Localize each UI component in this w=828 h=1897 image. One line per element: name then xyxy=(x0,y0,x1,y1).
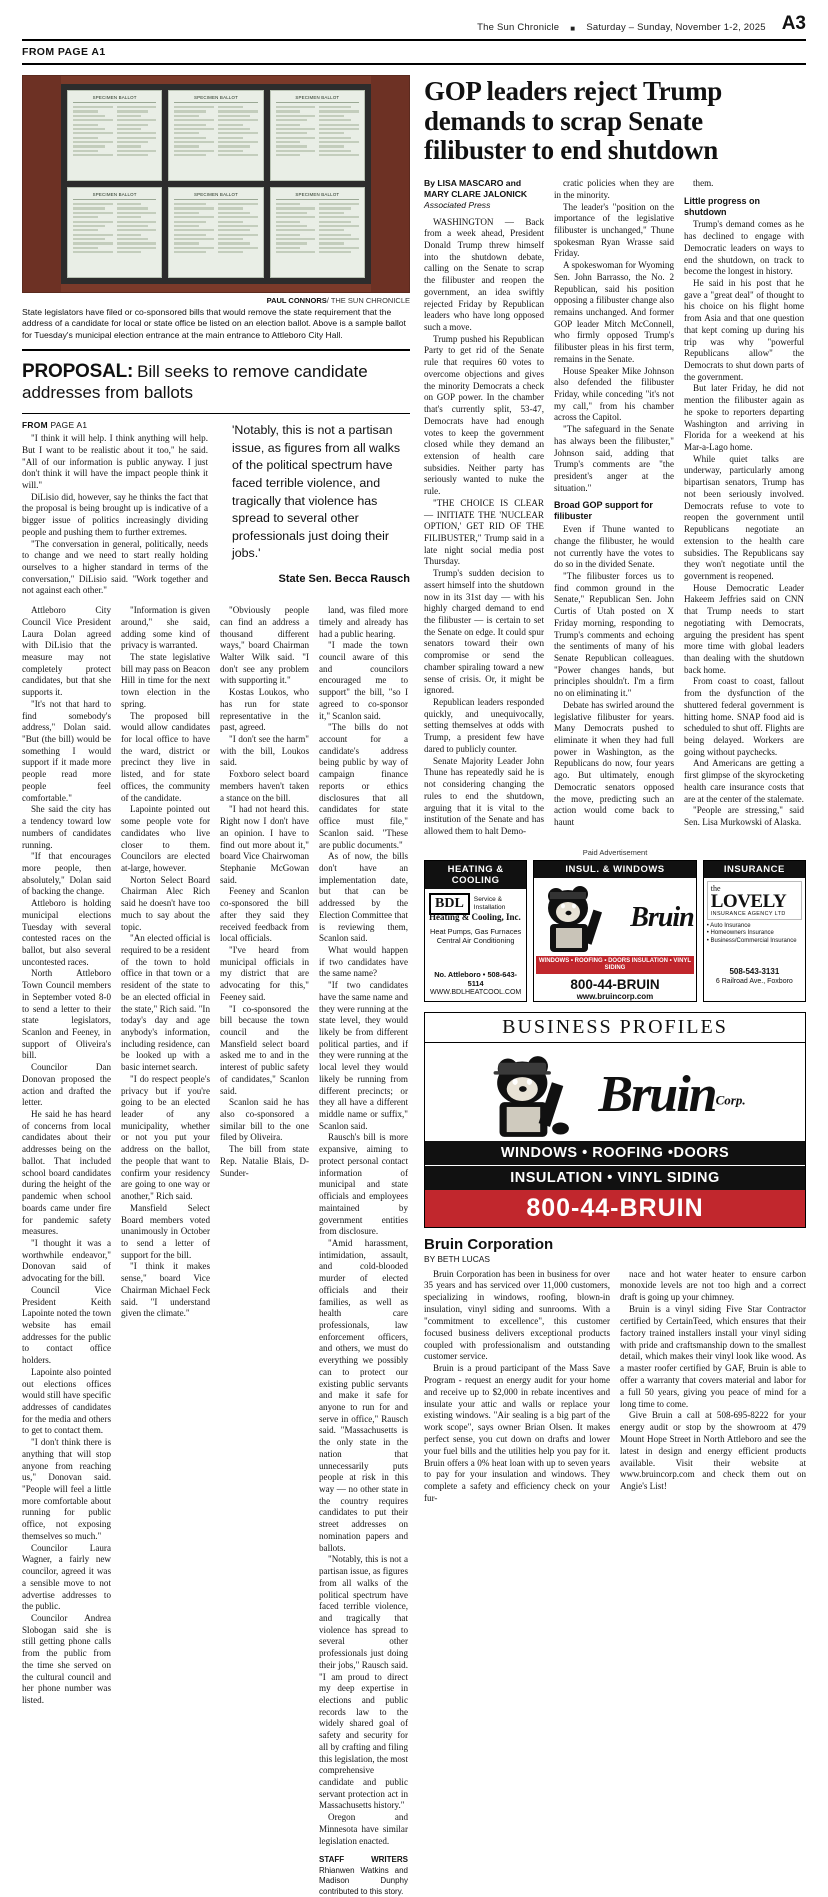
specimen-ballot xyxy=(270,90,365,181)
paragraph: Kostas Loukos, who has run for state representative in the past, agreed. xyxy=(220,687,309,733)
ad-row xyxy=(424,860,806,1002)
paragraph: Senate Majority Leader John Thune has repeatedly said he is not considering changing the rules to end the shutdown, arguing that it is vital to the institution of the Senate and has allowed them to halt Demo- xyxy=(424,755,544,836)
paragraph: "Notably, this is not a partisan issue, as figures from all walks of the political spectrum have faced terrible violence, and tragically that violence has spread to several other professionals just doing their jobs," Rausch said. "I am proud to direct my deep expertise in elections and public records law to the widely shared goal of safety and security for all by crafting and filing this legislation, the most comprehensive candidate and public servant protection act in Massachusetts history." xyxy=(319,1554,408,1811)
paragraph: Rausch's bill is more expansive, aiming to protect personal contact information of municipal and state officials and employees maintained by government entities from disclosure. xyxy=(319,1132,408,1237)
bruin-services-line-2: INSULATION • VINYL SIDING xyxy=(425,1165,805,1190)
paragraph: "Information is given around," she said, adding some kind of privacy is warranted. xyxy=(121,605,210,651)
photo-wall-left xyxy=(23,76,61,292)
bruin-services-bar: WINDOWS • ROOFING • DOORS INSULATION • VINYL SIDING xyxy=(536,956,694,974)
ballot-title: SPECIMEN BALLOT xyxy=(73,192,156,200)
paragraph: "The bills do not account for a candidate's address being public by way of campaign finance reports or ethics disclosures that all candidates for state office must file," Scanlon said. "These are public documents." xyxy=(319,722,408,850)
photo-credit-source: / THE SUN CHRONICLE xyxy=(326,296,410,305)
business-profile-byline: BY BETH LUCAS xyxy=(424,1253,490,1264)
ballot-title: SPECIMEN BALLOT xyxy=(276,95,359,103)
paragraph: "Obviously people can find an address a thousand different ways," board Chairman Walter Wilk said. "I don't see any problem with supporting it." xyxy=(220,605,309,686)
gop-col-2-text-rest xyxy=(554,524,674,829)
paragraph: Trump's sudden decision to assert himself into the shutdown now in its 31st day — with his highly charged demand to end the filibuster — is certain to set the Senate on edge. It could spur senators toward their own compromise or send the chamber spiraling toward a new sense of crisis. Or, it might be ignored. xyxy=(424,568,544,696)
photo-credit xyxy=(22,293,410,307)
paragraph: "Amid harassment, intimidation, assault, and cold-blooded murder of elected officials and their families, as well as health care professionals, law enforcement officers, and others, we must do everything we possibly can to protect our existing public servants and make it safe for anyone to run for and serve in office," Rausch said. "Massachusetts is the only state in the nation that unnecessarily puts people at risk in this way — no other state in the country requires candidates to put their street addresses on nomination papers and ballots. xyxy=(319,1237,408,1553)
paragraph: Lapointe also pointed out elections offices would still have specific addresses of candidates for the media and others to get to contact them. xyxy=(22,1366,111,1436)
paragraph: What would happen if two candidates have the same name? xyxy=(319,944,408,979)
paragraph: land, was filed more timely and already has had a public hearing. xyxy=(319,605,408,639)
paragraph: A spokeswoman for Wyoming Sen. John Barrasso, the No. 2 Republican, said his position opposing a filibuster change also remains unchanged. And former GOP leader Mitch McConnell, who firmly opposed Trump's filibuster pleas in his first term, remains in the Senate. xyxy=(554,260,674,364)
paragraph: "The conversation in general, politically, needs to change and we need to start really holding ourselves to a higher standard in terms of the conversation," DiLisio said. "Work together and not against each other." xyxy=(22,538,208,596)
paragraph: "THE CHOICE IS CLEAR — INITIATE THE 'NUCLEAR OPTION,' GET RID OF THE FILIBUSTER," Trump said in a late night social media post Thursday. xyxy=(424,497,544,567)
paragraph: The leader's "position on the importance of the legislative filibuster is unchanged," Thune spokesman Ryan Wrasse said Friday. xyxy=(554,201,674,259)
paragraph: Councilor Laura Wagner, a fairly new councilor, agreed it was a sensible move to not advertise addresses to the public. xyxy=(22,1542,111,1612)
business-profile-body xyxy=(424,1269,806,1505)
proposal-top-row xyxy=(22,420,410,597)
bear-mascot-icon xyxy=(484,1049,594,1141)
business-profiles-banner: BUSINESS PROFILES xyxy=(424,1012,806,1042)
paragraph: He said in his post that he gave a "great deal" of thought to his choice on his flight home from Asia and that one question that kept coming up during his trip was why "powerful Republicans allow" the Democrats to shut down parts of the government. xyxy=(684,277,804,382)
proposal-kicker: PROPOSAL: xyxy=(22,361,134,383)
paragraph: Even if Thune wanted to change the filibuster, he would not currently have the votes to do so in the divided Senate. xyxy=(554,524,674,570)
paragraph: Mansfield Select Board members voted unanimously in October to send a letter of support for the bill. xyxy=(121,1202,210,1260)
paragraph: Oregon and Minnesota have similar legislation enacted. xyxy=(319,1812,408,1846)
paragraph: Councilor Dan Donovan proposed the action and drafted the letter. xyxy=(22,1062,111,1108)
paragraph: Councilor Andrea Slobogan said she is still getting phone calls from the public from the time she served on the cultural council and her phone number was listed. xyxy=(22,1612,111,1705)
photo-caption: State legislators have filed or co-sponsored bills that would remove the state requirement that the address of a candidate for local or state office be listed on an election ballot. Above is a sample ballot for Tuesday's municipal election entrance at the main entrance to Attleboro City Hall. xyxy=(22,307,406,340)
ad-heading: HEATING & COOLING xyxy=(425,861,526,889)
paragraph: Bruin Corporation has been in business for over 35 years and has serviced over 11,000 customers, specializing in windows, roofing, blown-in insulation, vinyl siding and sunrooms. With a "commitment to excellence", this customer focused business delivers exceptional products coupled with professionalism and outstanding customer service. xyxy=(424,1268,610,1362)
photo-block xyxy=(22,75,410,351)
proposal-body-grid xyxy=(22,605,410,1897)
ballot-title: SPECIMEN BALLOT xyxy=(73,95,156,103)
paragraph: From coast to coast, fallout from the dysfunction of the shuttered federal government is hitting home. SNAP food aid is scheduled to shut off. Flights are being delayed. Workers are going without paychecks. xyxy=(684,676,804,757)
staff-writers-note xyxy=(319,1855,408,1897)
right-column xyxy=(424,75,806,1897)
bruin-corp-suffix: Corp. xyxy=(715,1092,746,1108)
gop-byline-names: By LISA MASCARO and MARY CLARE JALONICK xyxy=(424,178,528,200)
paragraph: The state legislative bill may pass on Beacon Hill in time for the next town election in the spring. xyxy=(121,652,210,709)
bruin-phone[interactable]: 800-44-BRUIN xyxy=(570,977,660,993)
left-column xyxy=(22,75,410,1897)
paragraph: "I don't see the harm" with the bill, Loukos said. xyxy=(220,734,309,768)
proposal-body-col4 xyxy=(319,605,408,1897)
ad-content xyxy=(704,878,805,990)
bruin-ad-phone[interactable]: 800-44-BRUIN xyxy=(425,1190,805,1227)
specimen-ballot xyxy=(67,90,162,181)
paragraph: "I don't think there is anything that will stop anyone from reaching us," Donovan said. "People will feel a little more comfortable about running for public office, not exposing themselves so much." xyxy=(22,1437,111,1541)
gop-byline xyxy=(424,178,544,212)
photo-wall-right xyxy=(371,76,409,292)
ad-heating-cooling[interactable] xyxy=(424,860,527,1002)
paragraph: Trump's demand comes as he has declined to engage with Democratic leaders on ways to end the shutdown, on track to become the longest in history. xyxy=(684,219,804,277)
ad-content xyxy=(534,878,696,1002)
specimen-ballot xyxy=(168,187,263,278)
gop-subhead-broad-support: Broad GOP support for filibuster xyxy=(554,500,653,522)
insurance-phone[interactable]: 508-543-3131 xyxy=(729,967,780,977)
ballot-photo xyxy=(22,75,410,293)
bruin-ad-logo-block xyxy=(425,1043,805,1141)
insurance-bullet: • Business/Commercial Insurance xyxy=(706,938,797,945)
staff-label: STAFF WRITERS xyxy=(319,1855,408,1865)
paragraph: "I think it makes sense," board Vice Chairman Michael Feck said. "I understand given the climate." xyxy=(121,1261,210,1319)
paragraph: DiLisio did, however, say he thinks the fact that the proposal is being brought up is indicative of a bigger issue of politics increasingly dividing people and pushing them to further extremes. xyxy=(22,491,208,537)
paragraph: "The filibuster forces us to find common ground in the Senate," Republican Sen. John Curtis of Utah posted on X Friday morning, responding to Trump's comments and echoing the sentiments of many of his Senate Republican colleagues. "Power changes hands, but principles shouldn't. I'm a firm no on eliminating it." xyxy=(554,570,674,699)
proposal-body-a xyxy=(22,433,208,597)
paragraph: "The safeguard in the Senate has always been the filibuster," Johnson said, adding that Trump's comments are "the president's anger at the situation." xyxy=(554,424,674,493)
gop-col-3 xyxy=(684,178,804,838)
paragraph: "If that encourages more people, then absolutely," Dolan said of backing the change. xyxy=(22,851,111,897)
ad-insulation-windows[interactable] xyxy=(533,860,697,1002)
ad-tagline-1: Service & xyxy=(473,895,503,903)
paragraph: Foxboro select board members haven't taken a stance on the bill. xyxy=(220,769,309,803)
paragraph: As of now, the bills don't have an implementation date, but that can be addressed by the Election Committee that is reviewing them, Scanlon said. xyxy=(319,851,408,944)
paragraph: "I think it will help. I think anything will help. But I want to be realistic about it too," he said. "All of our information is public anyway. I just don't think it will have the impact people think it will." xyxy=(22,433,208,490)
paragraph: WASHINGTON — Back from a week ahead, President Donald Trump threw himself into the shutdown debate, calling on the Senate to scrap the filibuster and reopen the government, an idea swiftly rejected Friday by Republican leaders who have long opposed such a move. xyxy=(424,216,544,333)
from-label-bold: FROM xyxy=(22,420,48,431)
from-page-label xyxy=(22,420,208,430)
ad-service-line-2: Central Air Conditioning xyxy=(436,936,515,946)
bdl-logo-sub: Heating & Cooling, Inc. xyxy=(429,911,521,922)
paragraph: Lapointe pointed out some people vote for candidates who live closer to them. Councilors are elected at-large, however. xyxy=(121,804,210,873)
pullquote-block xyxy=(222,420,410,597)
paragraph: Give Bruin a call at 508-695-8222 for your energy audit or stop by the showroom at 479 Mount Hope Street in North Attleboro and see the latest in design and energy efficient products available. Visit their website at www.bruincorp.com and check them out on Angie's List! xyxy=(620,1410,806,1492)
insurance-address: 6 Railroad Ave., Foxboro xyxy=(715,977,793,985)
paid-advertisement-label: Paid Advertisement xyxy=(582,847,648,857)
gop-col-1-text xyxy=(424,217,544,838)
staff-text: Rhianwen Watkins and Madison Dunphy contributed to this story. xyxy=(319,1865,408,1896)
gop-subhead-little-progress: Little progress on shutdown xyxy=(684,195,761,217)
gop-col-2-text xyxy=(554,178,674,494)
paragraph: He said he has heard of concerns from local candidates about their addresses being on the ballot. That included school board candidates during the height of the pandemic when school boards came under fire for pandemic safety measures. xyxy=(22,1109,111,1237)
gop-col-3-text-rest xyxy=(684,219,804,828)
publication-date: Saturday – Sunday, November 1-2, 2025 xyxy=(586,22,766,33)
ballot-title: SPECIMEN BALLOT xyxy=(174,95,257,103)
gop-headline: GOP leaders reject Trump demands to scrap Senate filibuster to end shutdown xyxy=(424,76,722,166)
bruin-brand: Bruin xyxy=(630,901,694,933)
business-profile-title: Bruin Corporation xyxy=(424,1235,554,1253)
paragraph: "An elected official is required to be a resident of the town to hold office in that town or a resident of the state to be an elected official in the state," Rich said. "In today's day and age anybody's information, including residence, can be looked up with a basic internet search. xyxy=(121,933,210,1073)
lovely-brand-pre: the xyxy=(710,883,721,893)
ballot-title: SPECIMEN BALLOT xyxy=(174,192,257,200)
lovely-brand-sub: INSURANCE AGENCY LTD xyxy=(710,910,786,917)
paragraph: Attleboro is holding municipal elections Tuesday with several contested races on the ballot, but also several uncontested races. xyxy=(22,898,111,967)
paragraph: "If two candidates have the same name and they were running at the state level, they would likely be from different political parties, and if they were running at the local level they would likely be running from different precincts; or they all have a different middle name or suffix," Scanlon said. xyxy=(319,980,408,1131)
paragraph: Bruin is a proud participant of the Mass Save Program - request an energy audit for your home and receive up to $2,000 in rebate incentives and insulate your attic and walls or replace your existing windows. "Air sealing is a big part of the work scope", says owner Brian Olsen. It makes perfect sense, you cut down on drafts and lower your fuel bills and the utilities help you pay for it. Bruin offers a 0% heat loan with up to seven years to pay for your insulation and windows. They complete a safety and efficiency check on your fur- xyxy=(424,1363,610,1504)
bp-col-2 xyxy=(620,1269,806,1505)
bp-col-1 xyxy=(424,1269,610,1505)
gop-byline-org: Associated Press xyxy=(424,200,491,211)
paragraph: nace and hot water heater to ensure carbon monoxide levels are not too high and a correct draft is going up your chimney. xyxy=(620,1268,806,1303)
paragraph: "People are stressing," said Sen. Lisa Murkowski of Alaska. xyxy=(684,805,804,828)
specimen-ballot xyxy=(168,90,263,181)
ad-service-line-1: Heat Pumps, Gas Furnaces xyxy=(430,926,522,936)
proposal-body-col3 xyxy=(220,605,309,1897)
page-columns xyxy=(0,65,828,1897)
masthead-separator-icon: ■ xyxy=(570,24,576,33)
proposal-headline xyxy=(22,351,410,411)
ballot-title: SPECIMEN BALLOT xyxy=(276,192,359,200)
proposal-col-a xyxy=(22,420,208,597)
specimen-ballot xyxy=(270,187,365,278)
insurance-bullet: • Auto Insurance xyxy=(706,922,751,929)
pullquote-attribution: State Sen. Becca Rausch xyxy=(278,572,410,585)
bruin-brand: Bruin xyxy=(598,1065,716,1123)
gop-col-2 xyxy=(554,178,674,838)
proposal-rule xyxy=(22,413,410,414)
paragraph: cratic policies when they are in the minority. xyxy=(554,178,674,200)
photo-window-glass xyxy=(61,84,371,284)
ad-heading: INSURANCE xyxy=(704,861,805,878)
gop-col-1 xyxy=(424,178,544,838)
paragraph: House Democratic Leader Hakeem Jeffries said on CNN that Trump needs to start negotiating with Democrats, arguing the president has spent more time with global leaders than dealing with the shutdown back home. xyxy=(684,582,804,675)
paragraph: Attleboro City Council Vice President Laura Dolan agreed with DiLisio that the measure may not completely protect candidates, but that she supports it. xyxy=(22,605,111,698)
paragraph: Scanlon said he has also co-sponsored a similar bill to the one filed by Oliveira. xyxy=(220,1097,309,1143)
paragraph: "I co-sponsored the bill because the town council and the Mansfield select board asked me to and in the interest of public safety of candidates," Scanlon said. xyxy=(220,1003,309,1096)
paragraph: "I made the town council aware of this and councilors encouraged me to support" the bill, "so I agreed to co-sponsor it," Scanlon said. xyxy=(319,640,408,721)
photo-credit-name: PAUL CONNORS xyxy=(266,296,327,305)
proposal-subhead: Bill seeks to remove candidate addresses from ballots xyxy=(22,362,368,403)
ad-heading: INSUL. & WINDOWS xyxy=(534,861,696,878)
paragraph: But later Friday, he did not mention the filibuster again as he spoke to reporters departing Washington and arriving in Florida for a weekend at his Mar-a-Lago home. xyxy=(684,383,804,453)
paragraph: The proposed bill would allow candidates for local office to have the ward, district or precinct they live in listed, and for state offices, the community of the candidate. xyxy=(121,710,210,803)
paragraph: them. xyxy=(693,178,714,189)
paragraph: "I do respect people's privacy but if you're going to be an elected leader of any municipality, whether or not you put your address on the ballot, the people that want to confirm your residency are going to one way or another," Rich said. xyxy=(121,1073,210,1202)
paragraph: Bruin is a vinyl siding Five Star Contractor certified by CertainTeed, which ensures that their factory trained installers install your vinyl siding with pride and craftsmanship down to the smallest detail, which makes their vinyl look like wood. As a master roofer certified by GAF, Bruin is able to offer a warranty that covers material and labor for a full 50 years, giving you peace of mind for a long time to come. xyxy=(620,1304,806,1409)
lovely-brand: LOVELY xyxy=(710,890,787,912)
proposal-body-col1 xyxy=(22,605,111,1897)
proposal-body-col2 xyxy=(121,605,210,1897)
pullquote-text: 'Notably, this is not a partisan issue, as figures from all walks of the political spectrum have faced terrible violence, and tragically that violence has spread to several other professionals just doing their jobs.' xyxy=(232,423,401,561)
paragraph: Debate has swirled around the legislative filibuster for years. Many Democrats pushed to eliminate it when they had full power in Washington, as the Republicans do now, four years ago. But ultimately, enough Democratic senators opposed the move, predicting such an action would come back to haunt xyxy=(554,699,674,828)
ad-phone[interactable]: 508-643-5114 xyxy=(467,969,518,989)
specimen-ballot xyxy=(67,187,162,278)
paragraph: Council Vice President Keith Lapointe noted the town website has email addresses for the public to contact office holders. xyxy=(22,1284,111,1366)
paragraph: "I thought it was a worthwhile endeavor," Donovan said of advocating for the bill. xyxy=(22,1237,111,1284)
ad-phone-label: No. Attleboro • xyxy=(434,969,486,979)
paragraph: And Americans are getting a first glimpse of the skyrocketing health care insurance costs that are at the center of the stalemate. xyxy=(684,758,804,804)
paragraph: "I had not heard this. Right now I don't have an opinion. I have to find out more about it," board Vice Chairwoman Stephanie McGowan said. xyxy=(220,804,309,885)
business-profile-ad[interactable] xyxy=(424,1042,806,1228)
page-number: A3 xyxy=(781,13,806,34)
ad-tagline-2: Installation xyxy=(473,904,506,912)
paragraph: Republican leaders responded quickly, and unequivocally, setting themselves at odds with Trump, a president few have dared to publicly counter. xyxy=(424,697,544,754)
paragraph: "I've heard from municipal officials in my district that are advocating for this," Feeney said. xyxy=(220,944,309,1002)
bdl-logo-main: BDL xyxy=(435,895,464,911)
paragraph: She said the city has a tendency toward low numbers of candidates running. xyxy=(22,804,111,850)
paragraph: Feeney and Scanlon co-sponsored the bill after they said they received feedback from local officials. xyxy=(220,886,309,944)
bruin-wordmark xyxy=(598,1065,746,1123)
bruin-services-line-1: WINDOWS • ROOFING •DOORS xyxy=(425,1141,805,1165)
insurance-bullet: • Homeowners Insurance xyxy=(706,930,774,937)
ad-insurance[interactable] xyxy=(703,860,806,1002)
masthead xyxy=(0,0,828,37)
gop-body xyxy=(424,178,806,838)
paragraph: The bill from state Rep. Natalie Blais, D-Sunder- xyxy=(220,1144,309,1178)
ad-content xyxy=(425,889,526,1001)
gop-col-3-text xyxy=(684,178,804,190)
paragraph: House Speaker Mike Johnson also defended the filibuster Friday, while conceding "it's not my call," from his chamber across the Capitol. xyxy=(554,365,674,423)
section-label: FROM PAGE A1 xyxy=(22,41,806,65)
bruin-website[interactable]: www.bruincorp.com xyxy=(576,992,654,1002)
ad-website[interactable]: WWW.BDLHEATCOOL.COM xyxy=(429,988,522,996)
pullquote xyxy=(222,420,410,585)
paragraph: North Attleboro Town Council members in September voted 8-0 to send a letter to their state legislators, Scanlon and Feeney, in support of Oliveira's bill. xyxy=(22,968,111,1061)
from-label-rest: PAGE A1 xyxy=(47,420,88,431)
paragraph: Norton Select Board Chairman Alec Rich said he doesn't have too much to say about the topic. xyxy=(121,874,210,932)
paragraph: "It's not that hard to find somebody's address," Dolan said. "But (the bill) would be something I would support if it made more people read more people feel comfortable." xyxy=(22,698,111,803)
publication-name: The Sun Chronicle xyxy=(477,22,560,33)
paragraph: Trump pushed his Republican Party to get rid of the Senate rule that requires 60 votes to overcome objections and gives the minority Democrats a check on GOP power. In the chamber that's currently split, 53-47, Democrats have had enough votes to keep the government closed while they demand an extension of health care subsidies. Neither party has seriously wanted to nuke the rule. xyxy=(424,333,544,497)
bear-mascot-icon xyxy=(536,880,628,956)
paragraph: While quiet talks are underway, particularly among bipartisan senators, Trump has not been seriously involved. Democrats refuse to vote to reopen the government until Republicans negotiate an extension to the health care subsidies. The Republicans say they won't negotiate until the government is reopened. xyxy=(684,453,804,581)
